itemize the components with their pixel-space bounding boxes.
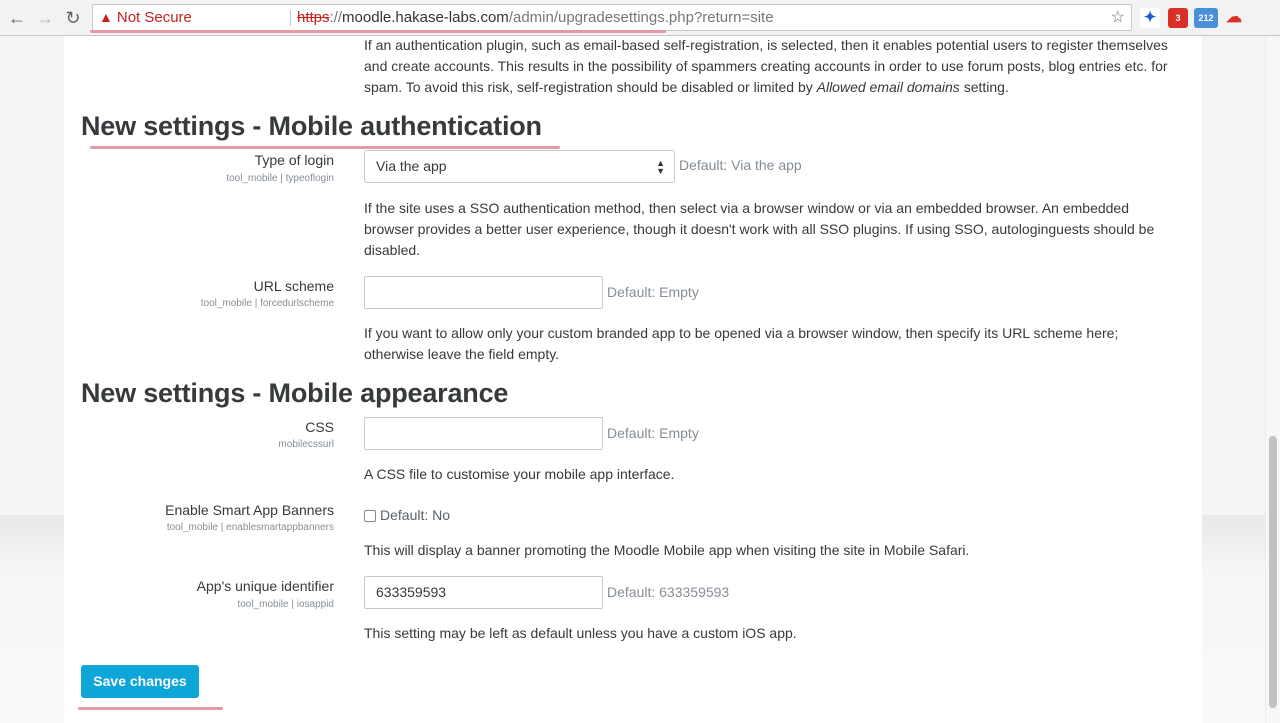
banners-checkbox[interactable] xyxy=(364,510,376,522)
rss-badge: 212 xyxy=(1198,13,1214,23)
css-desc: A CSS file to customise your mobile app interface. xyxy=(364,466,675,482)
banners-key: tool_mobile | enablesmartappbanners xyxy=(166,522,334,533)
heading-annotation-underline xyxy=(90,146,560,149)
forward-icon[interactable]: → xyxy=(36,8,54,28)
urlscheme-default: Default: Empty xyxy=(607,284,699,300)
iosappid-input[interactable]: 633359593 xyxy=(364,576,603,609)
allowed-email-domains-ref: Allowed email domains xyxy=(816,79,960,95)
security-indicator[interactable] xyxy=(99,5,192,30)
url-scheme-sep: :// xyxy=(329,9,343,26)
iosappid-label: App's unique identifier xyxy=(196,578,334,594)
security-label: Not Secure xyxy=(116,9,192,26)
iosappid-key: tool_mobile | iosappid xyxy=(237,599,334,610)
scrollbar-thumb[interactable] xyxy=(1269,436,1277,708)
extension-pin-icon[interactable]: ✦ xyxy=(1140,8,1160,28)
back-icon[interactable]: ← xyxy=(8,8,26,28)
css-key: mobilecssurl xyxy=(278,439,334,450)
typeoflogin-value: Via the app xyxy=(376,158,447,174)
typeoflogin-key: tool_mobile | typeoflogin xyxy=(226,173,334,184)
save-changes-button[interactable]: Save changes xyxy=(81,665,199,698)
iosappid-default: Default: 633359593 xyxy=(607,584,730,600)
css-input[interactable] xyxy=(364,417,603,450)
gmail-extension-icon[interactable] xyxy=(1168,8,1188,28)
banners-default: Default: No xyxy=(380,507,451,523)
typeoflogin-select[interactable] xyxy=(364,150,675,183)
typeoflogin-desc-1: If the site uses a SSO authentication method, then select via a browser window or via an embedded browser. An embedded xyxy=(364,200,1130,216)
css-default: Default: Empty xyxy=(607,425,699,441)
iosappid-desc: This setting may be left as default unless you have a custom iOS app. xyxy=(364,625,797,641)
auth-intro-text-b: setting. xyxy=(959,79,1009,95)
urlscheme-desc-2: otherwise leave the field empty. xyxy=(364,346,560,362)
url-text xyxy=(297,5,774,30)
heading-mobile-appearance: New settings - Mobile appearance xyxy=(81,378,509,408)
rss-extension-icon[interactable] xyxy=(1194,8,1218,28)
typeoflogin-desc-2: browser provides a better user experience, though it doesn't work with all SSO plugins. If using SSO, autologinguests should be xyxy=(364,221,1155,237)
auth-intro-line-2: and create accounts. This results in the possibility of spammers creating accounts in order to use forum posts, blog entries etc. for xyxy=(364,58,1168,74)
urlscheme-label: URL scheme xyxy=(253,278,334,294)
save-annotation-underline xyxy=(78,707,223,710)
cloud-extension-icon[interactable]: ☁ xyxy=(1226,9,1242,26)
omnibox-separator xyxy=(290,10,291,26)
urlscheme-input[interactable] xyxy=(364,276,603,309)
select-down-icon: ▼ xyxy=(656,166,665,176)
url-scheme: https xyxy=(297,9,330,26)
urlscheme-key: tool_mobile | forcedurlscheme xyxy=(200,298,334,309)
auth-intro-line-3 xyxy=(364,77,1009,98)
typeoflogin-label: Type of login xyxy=(254,152,334,168)
mail-badge: 3 xyxy=(1175,13,1181,23)
reload-icon[interactable]: ↻ xyxy=(65,8,81,28)
banners-label: Enable Smart App Banners xyxy=(165,502,334,518)
css-label: CSS xyxy=(305,419,334,435)
warning-icon: ▲ xyxy=(99,9,113,25)
auth-intro-line-1: If an authentication plugin, such as email-based self-registration, is selected, then it enables potential users to register themselves xyxy=(364,37,1168,53)
auth-intro-text-a: spam. To avoid this risk, self-registration should be disabled or limited by xyxy=(364,79,817,95)
url-path: /admin/upgradesettings.php?return=site xyxy=(508,9,774,26)
select-up-icon: ▲ xyxy=(656,158,665,168)
scrollbar-track[interactable] xyxy=(1265,36,1280,723)
typeoflogin-desc-3: disabled. xyxy=(364,242,421,258)
address-bar[interactable] xyxy=(92,4,1132,31)
heading-mobile-authentication: New settings - Mobile authentication xyxy=(81,111,542,141)
urlscheme-desc-1: If you want to allow only your custom branded app to be opened via a browser window, then specify its URL scheme here; xyxy=(364,325,1119,341)
address-annotation-underline xyxy=(90,30,666,33)
url-host: moodle.hakase-labs.com xyxy=(342,9,509,26)
typeoflogin-default: Default: Via the app xyxy=(679,157,802,173)
bookmark-star-icon[interactable]: ☆ xyxy=(1110,9,1125,26)
banners-desc: This will display a banner promoting the Moodle Mobile app when visiting the site in Mobile Safari. xyxy=(364,542,970,558)
